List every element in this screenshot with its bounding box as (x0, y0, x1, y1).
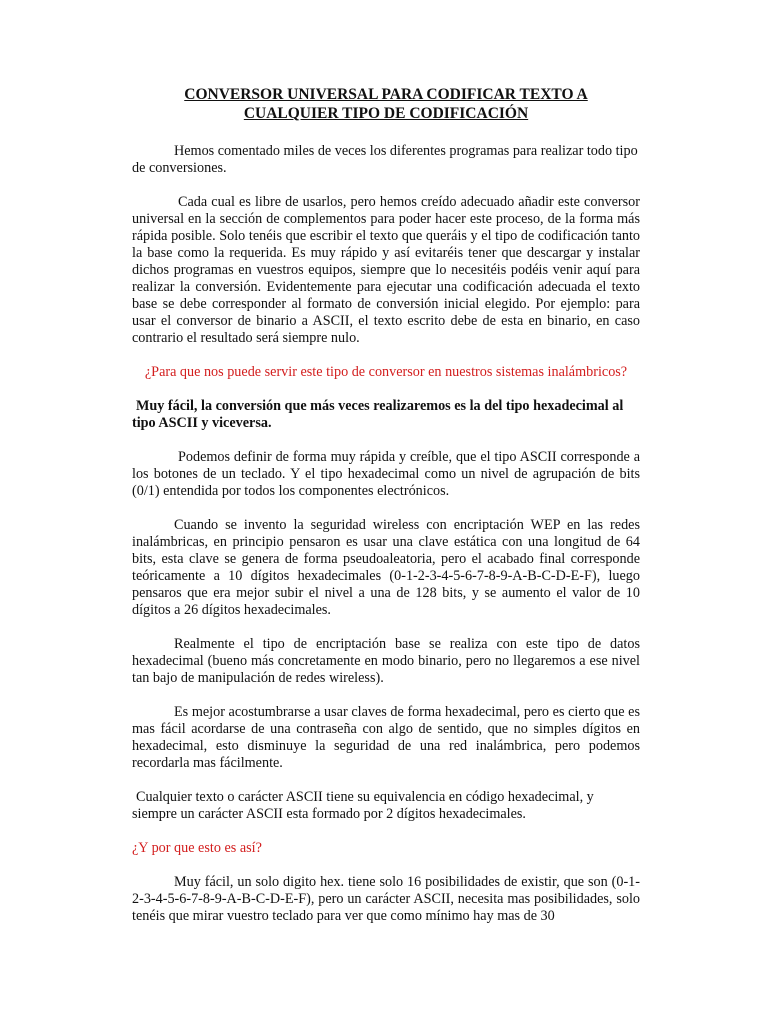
paragraph-caracter: Cualquier texto o carácter ASCII tiene su equivalencia en código hexadecimal, y siempre un carácter ASCII esta formado por 2 dígitos hexadecimales. (132, 789, 594, 822)
paragraph-encriptacion: Realmente el tipo de encriptación base se realiza con este tipo de datos hexadecimal (bueno más concretamente en modo binario, pero no llegaremos a ese nivel tan bajo de manipulación de redes wireless). (132, 636, 640, 686)
bold-answer: Muy fácil, la conversión que más veces realizaremos es la del tipo hexadecimal al tipo ASCII y viceversa. (132, 398, 624, 431)
paragraph-claves: Es mejor acostumbrarse a usar claves de forma hexadecimal, pero es cierto que es mas fácil acordarse de una contraseña con algo de sentido, que no simples dígitos en hexadecimal, esto disminuye la seguridad de una red inalámbrica, pero podemos recordarla mas fácilmente. (132, 704, 640, 771)
document-title (132, 85, 640, 123)
question-heading-1: ¿Para que nos puede servir este tipo de conversor en nuestros sistemas inalámbricos? (144, 364, 628, 380)
question-heading-2: ¿Y por que esto es así? (132, 840, 262, 856)
title-line-1: CONVERSOR UNIVERSAL PARA CODIFICAR TEXTO A (184, 86, 588, 103)
paragraph-intro: Hemos comentado miles de veces los diferentes programas para realizar todo tipo de conversiones. (132, 143, 638, 176)
paragraph-digito-hex: Muy fácil, un solo digito hex. tiene solo 16 posibilidades de existir, que son (0-1-2-3-4-5-6-7-8-9-A-B-C-D-E-F), pero un carácter ASCII, necesita mas posibilidades, solo tenéis que mirar vuestro teclado para ver que como mínimo hay mas de 30 (132, 874, 640, 924)
paragraph-conversor: Cada cual es libre de usarlos, pero hemos creído adecuado añadir este conversor universal en la sección de complementos para poder hacer este proceso, de la forma más rápida posible. Solo tenéis que escribir el texto que queráis y el tipo de codificación tanto la base como la requerida. Es muy rápido y así evitaréis tener que descargar y instalar dichos programas en vuestros equipos, siempre que lo necesitéis podéis venir aquí para realizar la conversión. Evidentemente para ejecutar una codificación adecuada el texto base se debe corresponder al formato de conversión inicial elegido. Por ejemplo: para usar el conversor de binario a ASCII, el texto escrito debe de esta en binario, en caso contrario el resultado será siempre nulo. (132, 194, 640, 346)
paragraph-ascii: Podemos definir de forma muy rápida y creíble, que el tipo ASCII corresponde a los botones de un teclado. Y el tipo hexadecimal como un nivel de agrupación de bits (0/1) entendida por todos los componentes electrónicos. (132, 449, 640, 499)
paragraph-wep: Cuando se invento la seguridad wireless con encriptación WEP en las redes inalámbricas, en principio pensaron es usar una clave estática con una longitud de 64 bits, esta clave se genera de forma pseudoaleatoria, pero el acabado final corresponde teóricamente a 10 dígitos hexadecimales (0-1-2-3-4-5-6-7-8-9-A-B-C-D-E-F), luego pensaros que era mejor subir el nivel a una de 128 bits, y se aumento el valor de 10 dígitos a 26 dígitos hexadecimales. (132, 517, 640, 618)
title-line-2: CUALQUIER TIPO DE CODIFICACIÓN (243, 105, 529, 122)
